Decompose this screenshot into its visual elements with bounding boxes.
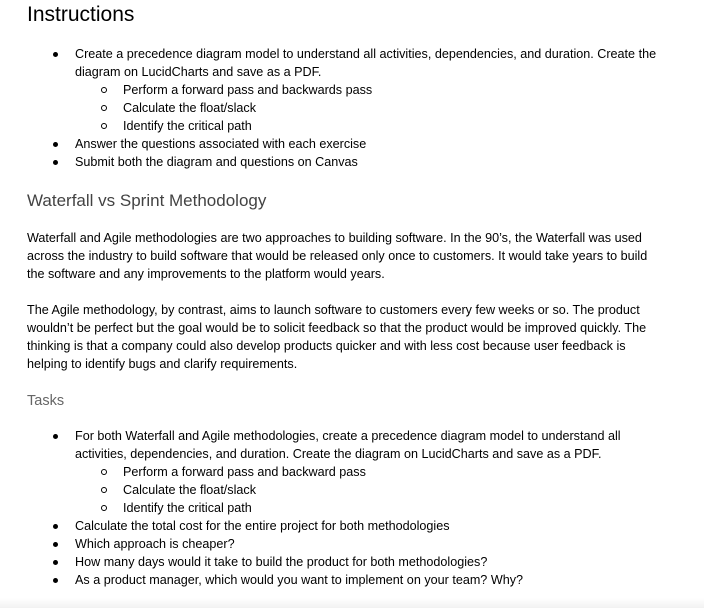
list-item-text: Calculate the total cost for the entire project for both methodologies bbox=[75, 519, 450, 533]
list-item-text: Submit both the diagram and questions on Canvas bbox=[75, 155, 358, 169]
sub-list-item-text: Perform a forward pass and backwards pass bbox=[123, 83, 373, 97]
page-bottom-shadow bbox=[0, 598, 704, 608]
sub-list-item bbox=[0, 499, 704, 517]
sub-list-item bbox=[0, 117, 704, 135]
bullet-icon bbox=[53, 434, 58, 439]
list-item-text: How many days would it take to build the product for both methodologies? bbox=[75, 555, 488, 569]
tasks-list bbox=[0, 427, 704, 589]
list-item bbox=[0, 427, 704, 463]
bullet-icon bbox=[53, 160, 58, 165]
sub-list-item bbox=[0, 463, 704, 481]
circle-bullet-icon bbox=[101, 487, 107, 493]
sub-list-item-text: Calculate the float/slack bbox=[123, 101, 257, 115]
list-item bbox=[0, 45, 704, 81]
bullet-icon bbox=[53, 578, 58, 583]
list-item bbox=[0, 517, 704, 535]
list-item bbox=[0, 571, 704, 589]
bullet-icon bbox=[53, 52, 58, 57]
instructions-heading: Instructions bbox=[27, 3, 135, 26]
bullet-icon bbox=[53, 142, 58, 147]
list-item bbox=[0, 553, 704, 571]
list-item-text: For both Waterfall and Agile methodologies, create a precedence diagram model to understand all activities, dependencies, and duration. Create the diagram on LucidCharts and save as a PDF. bbox=[75, 429, 621, 461]
list-item-text: As a product manager, which would you want to implement on your team? Why? bbox=[75, 573, 524, 587]
circle-bullet-icon bbox=[101, 87, 107, 93]
methodology-paragraph-2: The Agile methodology, by contrast, aims to launch software to customers every few weeks or so. The product wouldn’t be perfect but the goal would be to solicit feedback so that the product would be improved quickly. The thinking is that a company could also develop products quicker and with less cost because user feedback is helping to identify bugs and clarify requirements. bbox=[27, 303, 647, 371]
sub-list-item bbox=[0, 81, 704, 99]
list-item bbox=[0, 535, 704, 553]
bullet-icon bbox=[53, 524, 58, 529]
sub-list-item-text: Calculate the float/slack bbox=[123, 483, 257, 497]
sub-list-item bbox=[0, 481, 704, 499]
methodology-paragraph-1: Waterfall and Agile methodologies are two approaches to building software. In the 90’s, the Waterfall was used across the industry to build software that would be released only once to customers. It would take years to build the software and any improvements to the platform would years. bbox=[27, 231, 648, 281]
sub-list-item bbox=[0, 99, 704, 117]
circle-bullet-icon bbox=[101, 505, 107, 511]
circle-bullet-icon bbox=[101, 105, 107, 111]
list-item-text: Create a precedence diagram model to understand all activities, dependencies, and duration. Create the diagram on LucidCharts and save as a PDF. bbox=[75, 47, 657, 79]
bullet-icon bbox=[53, 560, 58, 565]
circle-bullet-icon bbox=[101, 123, 107, 129]
instructions-list bbox=[0, 45, 704, 171]
list-item-text: Answer the questions associated with each exercise bbox=[75, 137, 367, 151]
sub-list-item-text: Identify the critical path bbox=[123, 501, 252, 515]
list-item bbox=[0, 135, 704, 153]
sub-list-item-text: Perform a forward pass and backward pass bbox=[123, 465, 366, 479]
methodology-heading: Waterfall vs Sprint Methodology bbox=[27, 191, 267, 210]
circle-bullet-icon bbox=[101, 469, 107, 475]
sub-list-item-text: Identify the critical path bbox=[123, 119, 252, 133]
list-item-text: Which approach is cheaper? bbox=[75, 537, 235, 551]
tasks-heading: Tasks bbox=[27, 393, 65, 409]
bullet-icon bbox=[53, 542, 58, 547]
list-item bbox=[0, 153, 704, 171]
